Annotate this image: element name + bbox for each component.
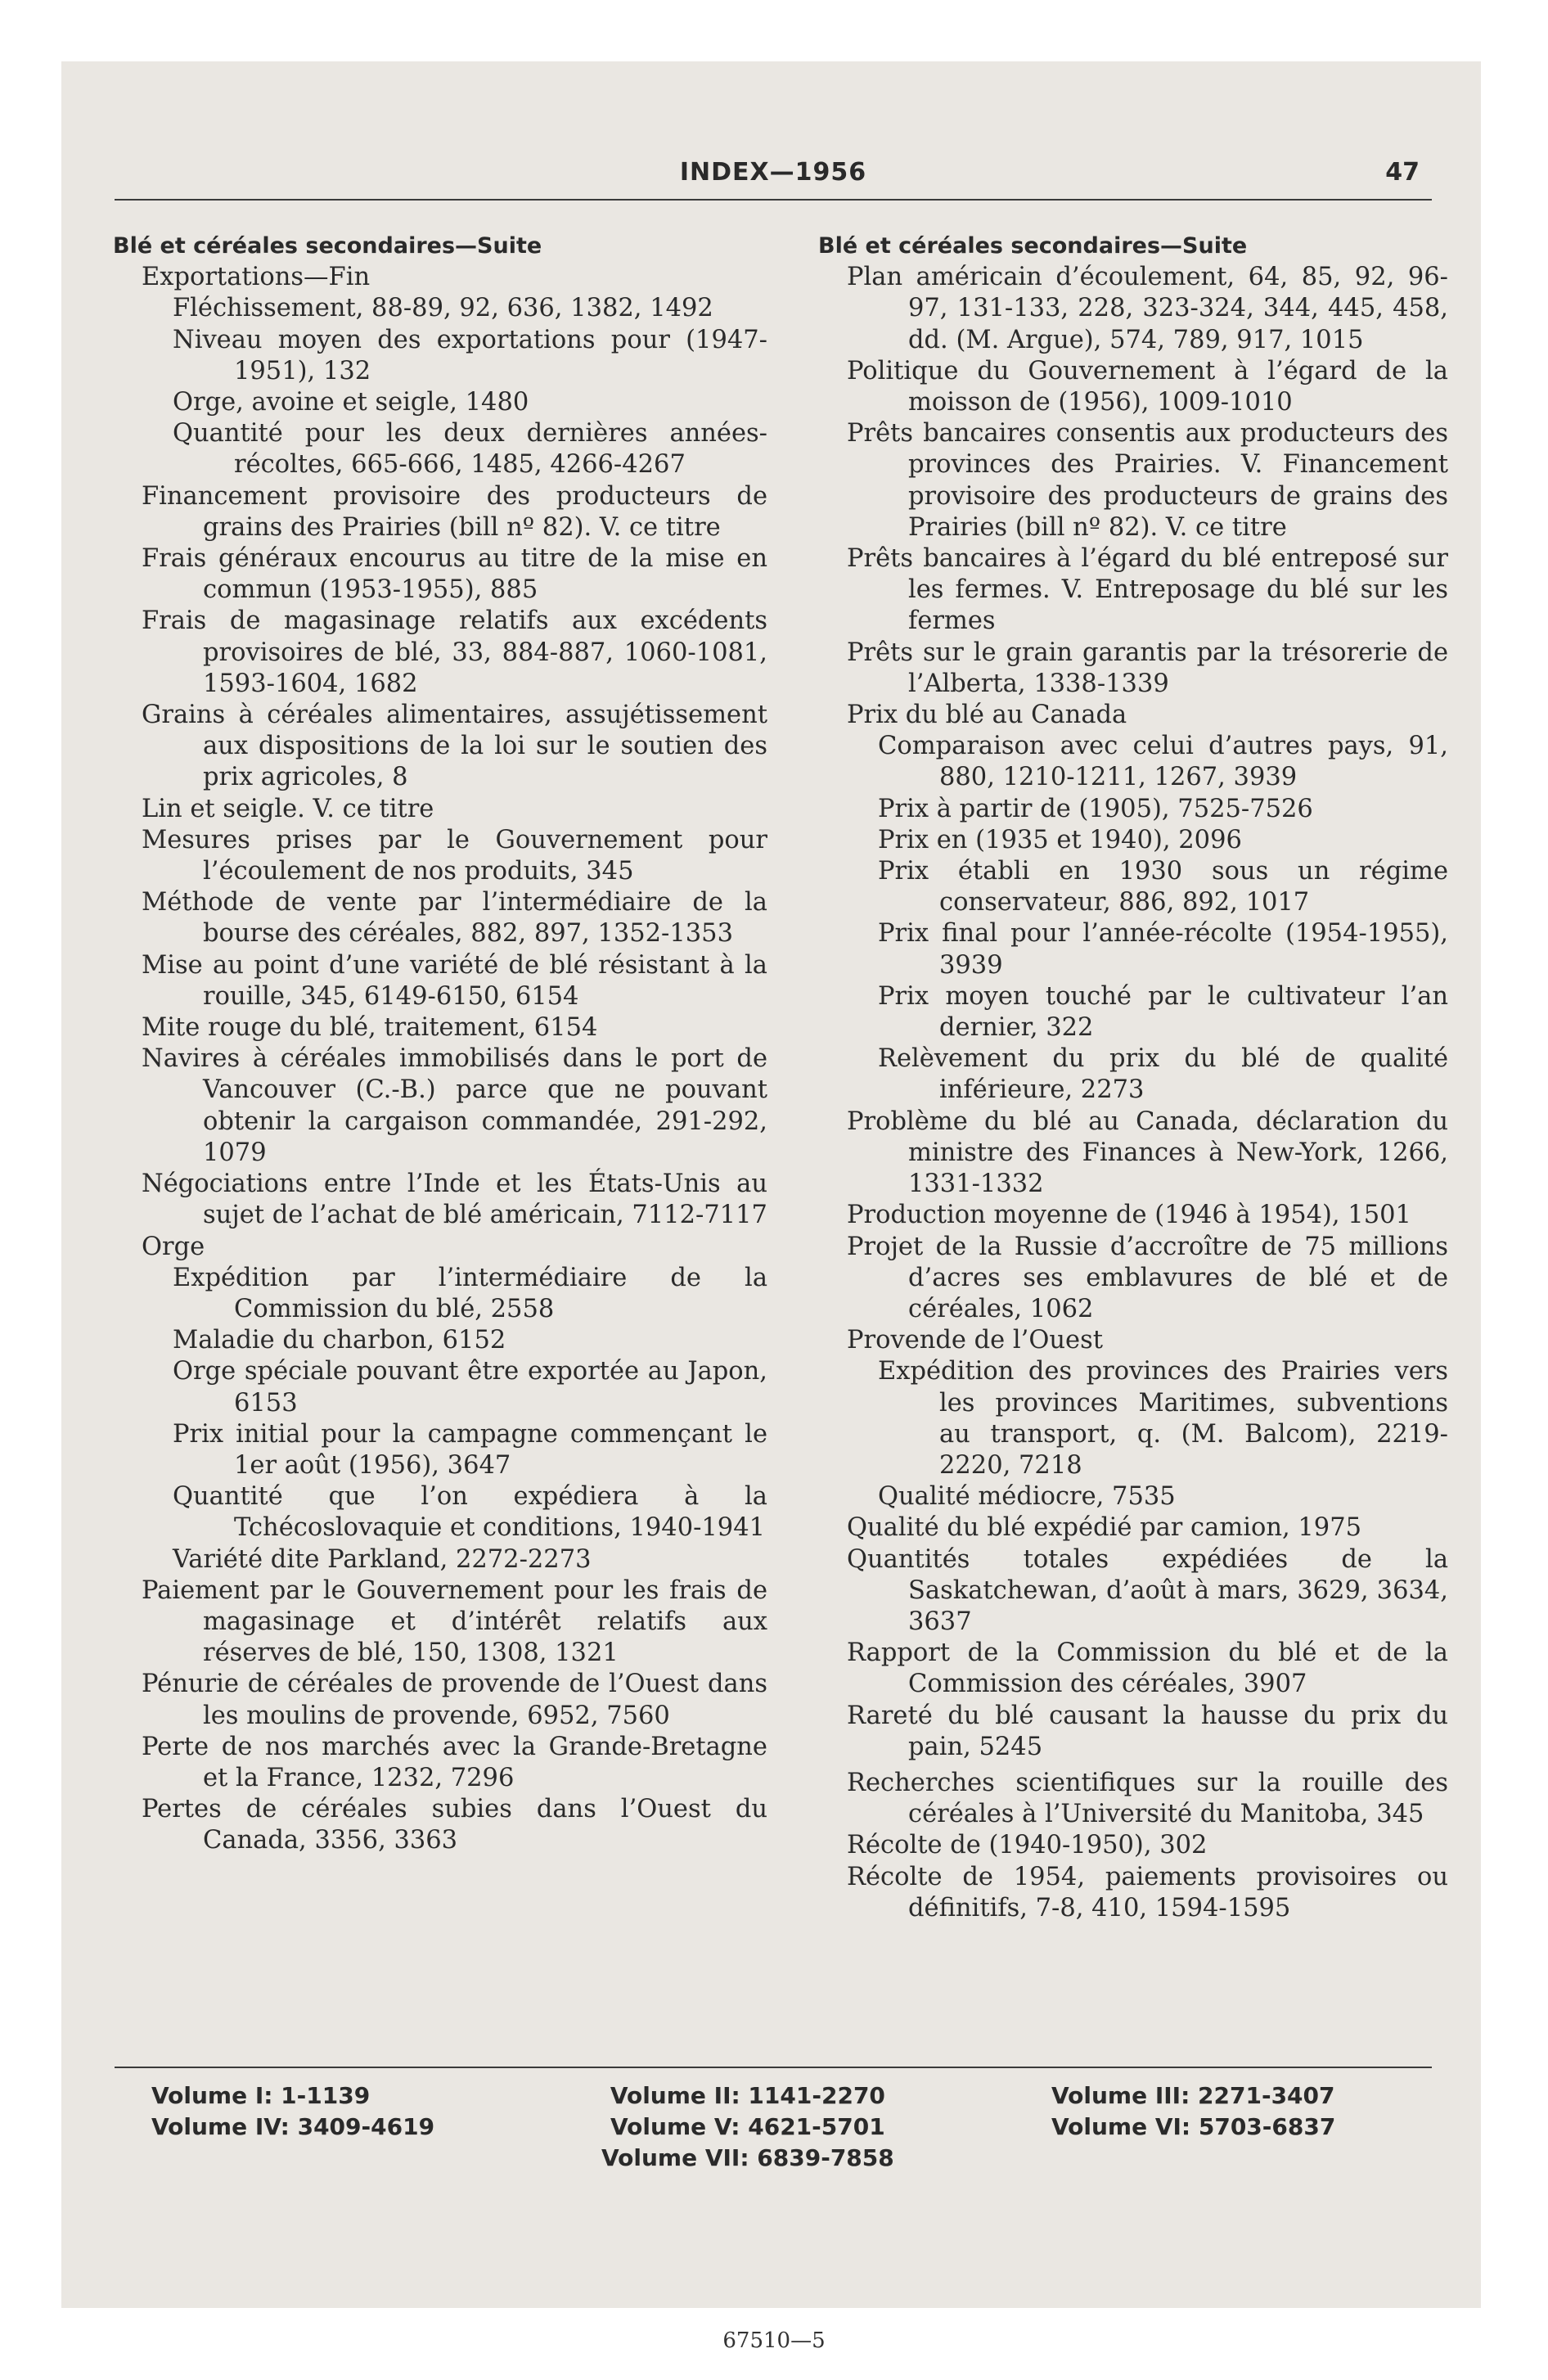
index-entry: Quantité que l’on expédiera à la Tchécoslovaquie et conditions, 1940-1941 [173, 1482, 767, 1543]
index-entry: Récolte de 1954, paiements provisoires ou définitifs, 7-8, 410, 1594-1595 [847, 1862, 1448, 1922]
footer-rule [115, 2067, 1432, 2068]
page-header [115, 158, 1432, 199]
index-entry: Grains à céréales alimentaires, assujétissement aux dispositions de la loi sur le soutien des prix agricoles, 8 [142, 701, 767, 792]
index-entry: Expédition par l’intermédiaire de la Commission du blé, 2558 [173, 1263, 767, 1323]
index-entry: Quantité pour les deux dernières années-récoltes, 665-666, 1485, 4266-4267 [173, 419, 767, 480]
index-entry: Lin et seigle. V. ce titre [142, 794, 434, 823]
index-entry: Provende de l’Ouest [847, 1326, 1103, 1355]
index-entry: Navires à céréales immobilisés dans le port de Vancouver (C.-B.) parce que ne pouvant obtenir la cargaison commandée, 291-292, 1079 [142, 1044, 767, 1167]
index-entry: Frais de magasinage relatifs aux excédents provisoires de blé, 33, 884-887, 1060-1081, 1593-1604, 1682 [142, 606, 767, 698]
volume-column-3 [1051, 2080, 1335, 2143]
index-entry: Niveau moyen des exportations pour (1947-1951), 132 [173, 325, 767, 385]
index-entry: Méthode de vente par l’intermédiaire de la bourse des céréales, 882, 897, 1352-1353 [142, 888, 767, 949]
volume-label: Volume I: 1-1139 [151, 2082, 371, 2109]
index-entry: Prix du blé au Canada [847, 701, 1127, 730]
index-entry: Prêts bancaires consentis aux producteurs des provinces des Prairies. V. Financement provisoire des producteurs de grains des Prairies (bill nº 82). V. ce titre [847, 419, 1448, 542]
index-entry: Problème du blé au Canada, déclaration du ministre des Finances à New-York, 1266, 1331-1332 [847, 1107, 1448, 1199]
index-entry: Rareté du blé causant la hausse du prix du pain, 5245 [847, 1701, 1448, 1761]
index-entry: Recherches scientifiques sur la rouille des céréales à l’Université du Manitoba, 345 [847, 1768, 1448, 1829]
index-entry: Qualité médiocre, 7535 [878, 1482, 1176, 1512]
index-entry: Comparaison avec celui d’autres pays, 91, 880, 1210-1211, 1267, 3939 [878, 732, 1448, 792]
print-code: 67510—5 [722, 2328, 826, 2353]
volume-label: Volume III: 2271-3407 [1051, 2082, 1335, 2109]
index-entry: Négociations entre l’Inde et les États-Unis au sujet de l’achat de blé américain, 7112-7117 [142, 1170, 767, 1230]
index-entry: Pénurie de céréales de provende de l’Ouest dans les moulins de provende, 6952, 7560 [142, 1670, 767, 1730]
volume-label: Volume IV: 3409-4619 [151, 2113, 435, 2140]
index-entry: Quantités totales expédiées de la Saskatchewan, d’août à mars, 3629, 3634, 3637 [847, 1544, 1448, 1636]
index-entry: Prêts bancaires à l’égard du blé entreposé sur les fermes. V. Entreposage du blé sur les fermes [847, 544, 1448, 636]
index-entry: Variété dite Parkland, 2272-2273 [173, 1544, 592, 1574]
index-entry: Mesures prises par le Gouvernement pour l’écoulement de nos produits, 345 [142, 825, 767, 886]
index-entry: Prêts sur le grain garantis par la trésorerie de l’Alberta, 1338-1339 [847, 638, 1448, 698]
index-entry: Orge [142, 1232, 205, 1261]
index-entry: Maladie du charbon, 6152 [173, 1326, 506, 1355]
index-entry: Prix à partir de (1905), 7525-7526 [878, 794, 1313, 823]
index-entry: Fléchissement, 88-89, 92, 636, 1382, 1492 [173, 294, 713, 323]
index-entry: Plan américain d’écoulement, 64, 85, 92, 96-97, 131-133, 228, 323-324, 344, 445, 458, dd. (M. Argue), 574, 789, 917, 1015 [847, 263, 1448, 354]
section-heading: Blé et céréales secondaires—Suite [818, 233, 1248, 259]
volume-label: Volume VI: 5703-6837 [1051, 2113, 1336, 2140]
volume-label: Volume V: 4621-5701 [610, 2113, 885, 2140]
index-entry: Prix initial pour la campagne commençant le 1er août (1956), 3647 [173, 1419, 767, 1480]
index-entry: Prix moyen touché par le cultivateur l’an dernier, 322 [878, 981, 1448, 1043]
index-entry: Relèvement du prix du blé de qualité inférieure, 2273 [878, 1044, 1448, 1105]
index-entry: Rapport de la Commission du blé et de la Commission des céréales, 3907 [847, 1639, 1448, 1699]
volume-label: Volume II: 1141-2270 [610, 2082, 885, 2109]
volume-column-1 [151, 2080, 434, 2143]
volume-column-2 [601, 2080, 894, 2174]
index-entry: Frais généraux encourus au titre de la mise en commun (1953-1955), 885 [142, 544, 767, 605]
index-entry: Récolte de (1940-1950), 302 [847, 1831, 1208, 1860]
index-entry: Mise au point d’une variété de blé résistant à la rouille, 345, 6149-6150, 6154 [142, 950, 767, 1011]
index-entry: Qualité du blé expédié par camion, 1975 [847, 1513, 1362, 1543]
index-entry: Mite rouge du blé, traitement, 6154 [142, 1013, 598, 1043]
index-entry: Paiement par le Gouvernement pour les frais de magasinage et d’intérêt relatifs aux réserves de blé, 150, 1308, 1321 [142, 1575, 767, 1668]
index-entry: Perte de nos marchés avec la Grande-Bretagne et la France, 1232, 7296 [142, 1732, 767, 1792]
index-entry: Prix en (1935 et 1940), 2096 [878, 825, 1242, 854]
index-entry: Politique du Gouvernement à l’égard de la moisson de (1956), 1009-1010 [847, 356, 1448, 417]
index-entry: Orge spéciale pouvant être exportée au Japon, 6153 [173, 1357, 767, 1418]
page-title: INDEX—1956 [679, 158, 867, 187]
index-entry: Pertes de céréales subies dans l’Ouest du Canada, 3356, 3363 [142, 1795, 767, 1855]
page-number: 47 [1385, 158, 1420, 187]
index-entry: Prix établi en 1930 sous un régime conservateur, 886, 892, 1017 [878, 857, 1448, 917]
index-entry: Projet de la Russie d’accroître de 75 millions d’acres ses emblavures de blé et de céréales, 1062 [847, 1232, 1448, 1323]
right-column [818, 231, 1448, 2040]
index-entry: Production moyenne de (1946 à 1954), 1501 [847, 1201, 1411, 1230]
index-entry: Expédition des provinces des Prairies vers les provinces Maritimes, subventions au transport, q. (M. Balcom), 2219-2220, 7218 [878, 1357, 1448, 1480]
header-rule [115, 199, 1432, 201]
index-entry: Financement provisoire des producteurs de grains des Prairies (bill nº 82). V. ce titre [142, 481, 767, 542]
section-heading: Blé et céréales secondaires—Suite [113, 233, 542, 259]
volume-label: Volume VII: 6839-7858 [601, 2144, 894, 2171]
left-column [113, 231, 767, 2040]
index-entry: Orge, avoine et seigle, 1480 [173, 388, 529, 417]
index-entry: Exportations—Fin [142, 263, 371, 292]
index-entry: Prix final pour l’année-récolte (1954-1955), 3939 [878, 919, 1448, 980]
